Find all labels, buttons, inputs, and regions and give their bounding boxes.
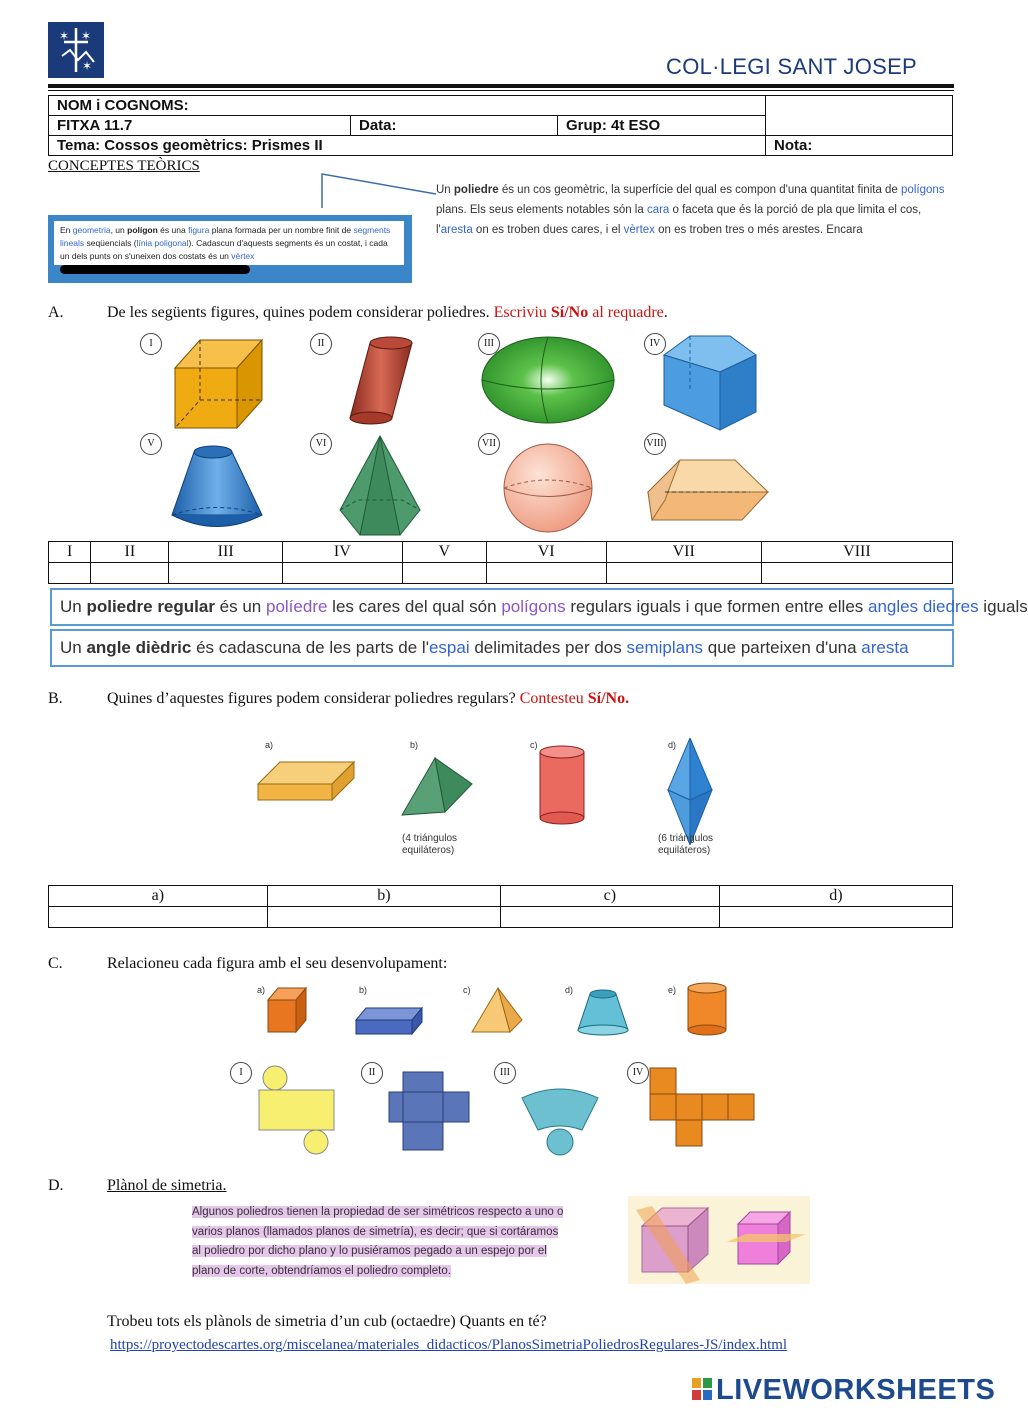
question-text: Quines d’aquestes figures podem considerar poliedres regulars? [107,690,520,707]
header-cell: V [402,542,486,563]
dihedral-angle-definition [50,629,954,667]
sheet-label: FITXA 11.7 [57,117,133,134]
text: és un [214,597,266,616]
text: iguals [978,597,1028,616]
header-cell: VII [606,542,761,563]
regular-polyhedron-definition [50,588,1028,626]
section-b-question [107,690,629,708]
figure-label-c: c) [463,985,471,995]
flat-prism-figure [356,1008,422,1034]
answer-row [49,563,953,584]
link-cara[interactable]: cara [646,204,670,216]
figure-label-ii: II [310,333,332,355]
text: Un [60,638,87,657]
header-cell: c) [500,886,719,907]
table-header-row [49,886,953,907]
term-angle-diedric: angle dièdric [86,638,192,657]
figure-label-d: d) [565,985,574,995]
instruction-bold: Sí/No [550,304,589,321]
answer-table-a [48,541,953,584]
symmetry-note [192,1203,606,1281]
cylinder-figure [540,746,584,824]
concepts-title: CONCEPTES TEÒRICS [48,158,200,174]
symmetry-illustration [628,1196,810,1284]
figure-label-v: V [140,433,162,455]
answer-cell-d[interactable] [719,907,952,928]
term-poliedre: poliedre [453,184,499,196]
pentagonal-prism-figure [664,336,756,430]
header-cell: VI [486,542,606,563]
liveworksheets-logo-icon [692,1378,712,1405]
caption-line: (4 triángulos [402,833,458,844]
frustum-small-figure [578,990,628,1035]
figure-label-a: a) [265,740,274,750]
svg-text:✶: ✶ [59,29,70,43]
section-c-question: Relacioneu cada figura amb el seu desenvolupament: [107,955,448,972]
answer-cell-viii[interactable] [761,563,952,584]
question-text: De les següents figures, quines podem considerar poliedres. [107,304,494,321]
cylinder-small-figure [688,983,726,1035]
cone-net [522,1089,598,1155]
text: plans. Els seus elements notables són la [436,204,647,216]
answer-row [49,907,953,928]
text: és un cos geomètric, la superfície del qual es compon d'una quantitat finita de [498,184,902,196]
text: En [60,225,73,235]
term-poliedre-regular: poliedre regular [86,597,215,616]
square-pyramid-figure [472,988,522,1032]
note-line: al poliedro por dicho plano y lo pusiéramos pegado a un espejo por el [192,1245,547,1257]
school-name: COL·LEGI SANT JOSEP [666,54,918,79]
instruction: Escriviu [493,304,551,321]
net-label-i: I [230,1062,252,1084]
header-cell: b) [267,886,500,907]
answer-cell-iii[interactable] [169,563,283,584]
cube-figure [175,340,262,428]
text: delimitades per dos [469,638,627,657]
header-cell: VIII [761,542,952,563]
section-c-letter: C. [48,955,63,972]
link-vertex[interactable]: vèrtex [231,251,255,261]
link-aresta[interactable]: aresta [861,638,909,657]
caption-line: equiláteros) [402,845,455,856]
answer-cell-b[interactable] [267,907,500,928]
ellipsoid-figure [482,337,614,423]
svg-text:✶: ✶ [81,29,92,43]
text: o faceta que és la porció de pla que limita el cos, l' [436,204,922,236]
text: les cares del qual són [327,597,502,616]
octahedron-figure [668,738,712,845]
section-d-title: Plànol de simetria. [107,1177,227,1194]
header-cell: d) [719,886,952,907]
date-label: Data: [359,117,397,134]
figure-label-e: e) [668,985,677,995]
figure-label-iii: III [478,333,500,355]
text: és cadascuna de les parts de l' [191,638,429,657]
descartes-link[interactable]: https://proyectodescartes.org/miscelanea/materiales_didacticos/PlanosSimetriaPoliedrosRegulares-JS/index.html [110,1337,788,1353]
note-line: varios planos (llamados planos de simetría), es decir; que si cortáramos [192,1225,559,1238]
answer-cell-v[interactable] [402,563,486,584]
link-poligons[interactable]: polígons [901,184,945,196]
link-vertex[interactable]: vèrtex [623,224,655,236]
pyramid-figure [340,436,420,535]
link-espai[interactable]: espai [428,638,470,657]
figure-label-c: c) [530,740,538,750]
answer-cell-a[interactable] [49,907,268,928]
text: que parteixen d'una [703,638,862,657]
text: plana formada per un nombre finit de [209,225,354,235]
section-d-question: Trobeu tots els plànols de simetria d’un cub (octaedre) Quants en té? [107,1313,547,1330]
figure-label-viii: VIII [644,433,666,455]
figure-label-b: b) [359,985,368,995]
net-label-iii: III [494,1062,516,1084]
sphere-figure [504,444,592,532]
section-b-letter: B. [48,690,63,707]
section-a-letter: A. [48,304,64,321]
table-header-row [49,542,953,563]
answer-cell-i[interactable] [49,563,91,584]
grade-label: Nota: [774,137,813,154]
figure-label-b: b) [410,740,419,750]
section-b-figures [0,740,1000,850]
link-semiplans[interactable]: semiplans [626,638,704,657]
cube-net [650,1068,754,1146]
liveworksheets-brand: LIVEWORKSHEETS [716,1374,996,1406]
instruction-bold: Sí/No. [587,690,630,707]
caption-b [402,833,457,857]
header-cell: III [169,542,283,563]
text: , un [110,225,128,235]
header-cell: II [91,542,169,563]
figure-label-iv: IV [644,333,666,355]
caption-line: (6 triángulos [658,833,714,844]
tetrahedron-figure [402,758,472,815]
header-cell: a) [49,886,268,907]
svg-text:✶: ✶ [82,59,93,73]
answer-cell-iv[interactable] [283,563,403,584]
instruction: Contesteu [519,690,588,707]
link-poliedre[interactable]: políedre [266,597,328,616]
answer-cell-vii[interactable] [606,563,761,584]
link-angles-diedres[interactable]: angles diedres [868,597,979,616]
link-figura[interactable]: figura [188,225,210,235]
link-poligons[interactable]: polígons [501,597,566,616]
header-cell: I [49,542,91,563]
group-label: Grup: 4t ESO [566,117,661,134]
prism-net [389,1072,469,1150]
figure-label-vii: VII [478,433,500,455]
answer-cell-c[interactable] [500,907,719,928]
caption-line: equiláteros) [658,845,711,856]
link-geometria[interactable]: geometria [72,225,111,235]
answer-table-b [48,885,953,928]
answer-cell-ii[interactable] [91,563,169,584]
link-aresta[interactable]: aresta [440,224,473,236]
caption-d [658,833,713,857]
section-d-letter: D. [48,1177,64,1194]
link-segments[interactable]: segments lineals [60,225,391,248]
text: és una [157,225,189,235]
cylinder-net [259,1066,334,1154]
answer-cell-vi[interactable] [486,563,606,584]
link-linia-poligonal[interactable]: línia poligonal [136,238,189,248]
figure-label-vi: VI [310,433,332,455]
text: Un [60,597,87,616]
figure-label-a: a) [257,985,266,995]
net-label-ii: II [361,1062,383,1084]
text: on es troben tres o més arestes. Encara [654,224,863,236]
text: regulars iguals i que formen entre elles [565,597,868,616]
text: Un [436,184,454,196]
frustum-figure [172,446,262,527]
trapezoidal-prism-figure [648,460,768,520]
net-label-iv: IV [627,1062,649,1084]
header-cell: IV [283,542,403,563]
cylinder-figure [350,337,412,424]
name-label: NOM i COGNOMS: [57,97,189,114]
text: seqüencials ( [84,238,137,248]
note-line: plano de corte, obtendríamos el poliedro completo. [192,1264,451,1277]
term-poligon: polígon [127,225,158,235]
cube-small-figure [268,988,306,1032]
text: ). Cadascun d'aquests segments és un costat, i cada un dels punts on s'uneixen dos costats és un [60,238,388,261]
section-a-figures [0,0,1000,540]
rectangular-prism-figure [258,762,354,800]
note-line: Algunos poliedros tienen la propiedad de ser simétricos respecto a uno o [192,1206,564,1218]
topic-label: Tema: Cossos geomètrics: Prismes II [57,137,323,154]
figure-label-d: d) [668,740,677,750]
figure-label-i: I [140,333,162,355]
text: . [663,304,668,321]
instruction: al requadre [588,304,664,321]
text: on es troben dues cares, i el [472,224,624,236]
